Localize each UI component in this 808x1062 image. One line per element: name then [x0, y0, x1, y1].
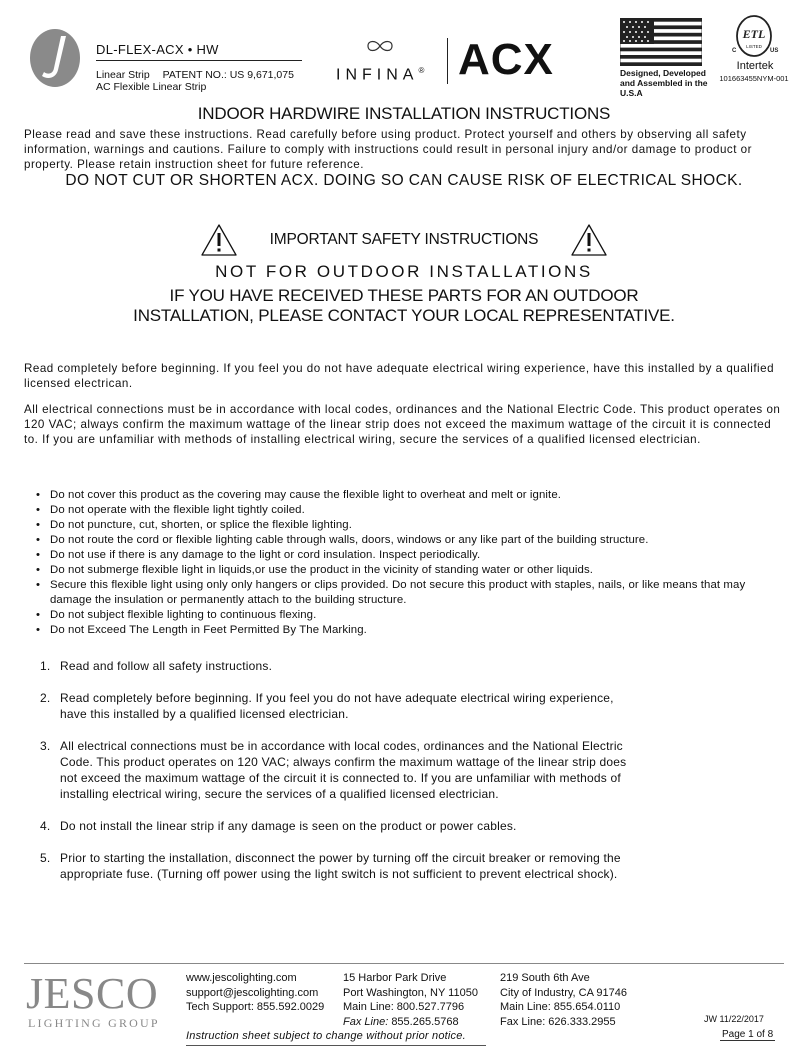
page-number: Page 1 of 8: [722, 1029, 774, 1040]
model-number: DL-FLEX-ACX • HW: [96, 42, 302, 61]
revision-code: JW 11/22/2017: [704, 1014, 764, 1024]
list-item: 4. Do not install the linear strip if any damage is seen on the product or power cables.: [40, 819, 517, 833]
list-item: • Do not puncture, cut, shorten, or splice the flexible lighting.: [36, 518, 796, 533]
disclaimer: Instruction sheet subject to change without prior notice.: [186, 1030, 466, 1042]
support-email-link[interactable]: support@jescolighting.com: [186, 986, 319, 999]
infinity-icon: [362, 38, 398, 54]
warning-triangle-icon: [570, 223, 608, 257]
outdoor-contact-notice: IF YOU HAVE RECEIVED THESE PARTS FOR AN OUTDOOR INSTALLATION, PLEASE CONTACT YOUR LOCAL REPRESENTATIVE.: [133, 286, 675, 325]
registered-mark: ®: [418, 66, 425, 75]
footer-divider: [24, 963, 784, 964]
intro-paragraph: Please read and save these instructions. Read carefully before using product. Protect yourself and others by observing all safety information, warnings and cautions. Failure to comply with instructions could result in personal injury and/or damage to product or property. Please retain instruction sheet for future reference.: [24, 128, 752, 171]
not-outdoor-heading: NOT FOR OUTDOOR INSTALLATIONS: [215, 262, 593, 281]
list-item: 2. Read completely before beginning. If you feel you do not have adequate electrical wiring experience, have this installed by a qualified licensed electrician.: [40, 691, 614, 721]
product-description: AC Flexible Linear Strip: [96, 81, 207, 93]
tech-support-phone: Tech Support: 855.592.0029: [186, 1001, 325, 1013]
read-completely-paragraph: Read completely before beginning. If you feel you do not have adequate electrical wiring experience, have this installed by a qualified licensed electrican.: [24, 362, 775, 390]
us-flag-icon: [620, 18, 702, 66]
etl-mark-text: ETL: [742, 27, 766, 41]
cut-warning: DO NOT CUT OR SHORTEN ACX. DOING SO CAN CAUSE RISK OF ELECTRICAL SHOCK.: [65, 172, 743, 189]
footer-contact: [186, 971, 324, 1015]
patent-number: PATENT NO.: US 9,671,075: [162, 69, 294, 81]
infina-brand: INFINA: [336, 66, 419, 84]
warning-triangle-icon: [200, 223, 238, 257]
disclaimer-underline: [186, 1045, 486, 1046]
jesco-j-logo: [28, 28, 82, 88]
acx-brand: ACX: [458, 35, 554, 84]
list-item: • Do not route the cord or flexible lighting cable through walls, doors, windows or any like part of the building structure.: [36, 533, 796, 548]
safety-heading-row: [200, 223, 608, 257]
etl-us-text: US: [770, 48, 779, 54]
list-item: • Do not use if there is any damage to the light or cord insulation. Inspect periodically.: [36, 548, 796, 563]
cert-number: 101663455NYM-001: [719, 74, 789, 83]
website-link[interactable]: www.jescolighting.com: [186, 972, 297, 984]
list-item: • Do not operate with the flexible light tightly coiled.: [36, 503, 796, 518]
logo-divider: [447, 38, 448, 84]
footer-ca-office: 219 South 6th Ave City of Industry, CA 91746 Main Line: 855.654.0110 Fax Line: 626.333.2955: [500, 972, 627, 1028]
installation-steps: [40, 658, 640, 898]
infina-acx-logo: [336, 30, 606, 90]
electrical-paragraph: All electrical connections must be in accordance with local codes, ordinances and the National Electric Code. This product operates on 120 VAC; always confirm the maximum wattage of the linear strip does not exceed the maximum wattage of the circuit it is connected to. If you are unfamiliar with methods of installing electrical wiring, secure the services of a qualified licensed electrician.: [24, 403, 781, 446]
cert-lab: Intertek: [736, 60, 774, 72]
list-item: 3. All electrical connections must be in accordance with local codes, ordinances and the National Electric Code. This product operates on 120 VAC; always confirm the maximum wattage of the linear strip does not exceed the maximum wattage of the circuit it is connected to. If you are unfamiliar with methods of installing electrical wiring, secure the services of a qualified licensed electrician.: [40, 739, 627, 801]
product-header: [96, 42, 302, 93]
jesco-logo: JESCO LIGHTING GROUP: [26, 969, 160, 1030]
made-in-usa-caption: Designed, Developed and Assembled in the U.S.A: [620, 68, 708, 98]
list-item: • Do not Exceed The Length in Feet Permitted By The Marking.: [36, 623, 796, 638]
page-title: INDOOR HARDWIRE INSTALLATION INSTRUCTIONS: [197, 104, 611, 123]
safety-bullet-list: [36, 488, 796, 638]
product-line: Linear Strip: [96, 69, 150, 81]
list-item: 5. Prior to starting the installation, disconnect the power by turning off the circuit breaker or removing the appropriate fuse. (Turning off power using the light switch is not sufficient to prevent electrical shock).: [40, 851, 621, 881]
list-item: 1. Read and follow all safety instructions.: [40, 659, 273, 673]
etl-listed-text: LISTED: [746, 44, 762, 49]
list-item: • Do not submerge flexible light in liquids,or use the product in the vicinity of standing water or other liquids.: [36, 563, 796, 578]
footer-ny-office: 15 Harbor Park Drive Port Washington, NY 11050 Main Line: 800.527.7796 Fax Line: 855.265.5768: [343, 972, 478, 1028]
etl-c-text: C: [732, 48, 737, 54]
etl-listed-mark-icon: [728, 14, 780, 58]
list-item: • Do not subject flexible lighting to continuous flexing.: [36, 608, 796, 623]
safety-heading: IMPORTANT SAFETY INSTRUCTIONS: [269, 231, 539, 248]
list-item: • Do not cover this product as the covering may cause the flexible light to overheat and melt or ignite.: [36, 488, 796, 503]
list-item: • Secure this flexible light using only only hangers or clips provided. Do not secure this product with staples, nails, or like means that may damage the insulation or permanently attach to the building structure.: [36, 578, 796, 608]
